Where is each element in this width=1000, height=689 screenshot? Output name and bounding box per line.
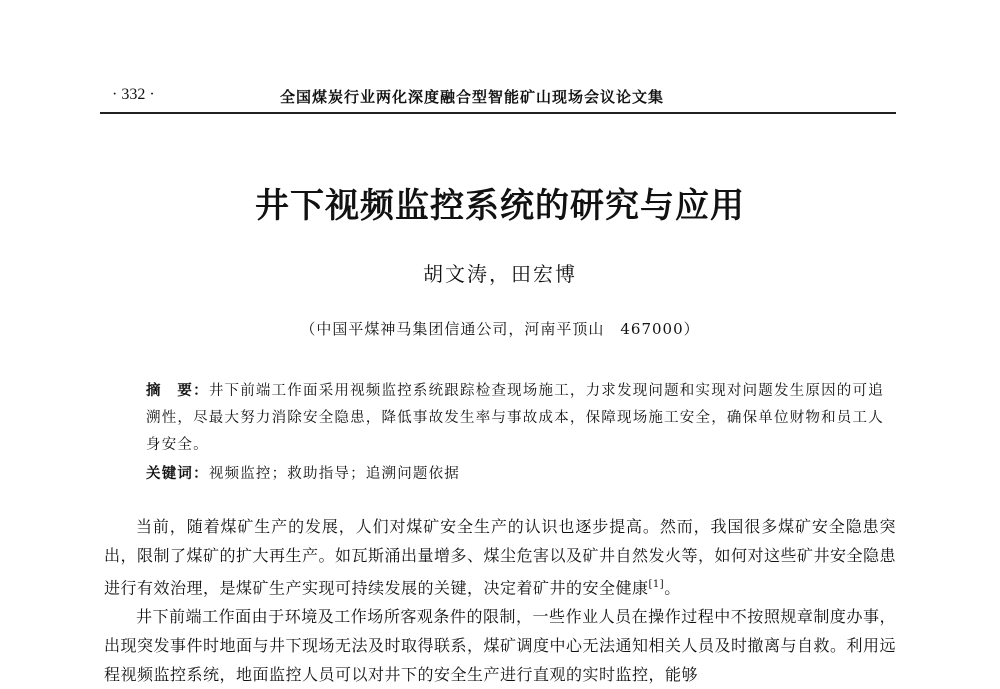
running-header [100,80,896,114]
authors: 胡文涛，田宏博 [423,262,577,286]
citation-ref[interactable]: [1] [648,579,665,590]
paragraph-1-text: 当前，随着煤矿生产的发展，人们对煤矿安全生产的认识也逐步提高。然而，我国很多煤矿安全隐患突出，限制了煤矿的扩大再生产。如瓦斯涌出量增多、煤尘危害以及矿井自然发火等，如何对这些矿井安全隐患进行有效治理，是煤矿生产实现可持续发展的关键，决定着矿井的安全健康 [104,517,897,598]
keywords-label: 关键词： [146,466,209,482]
keywords-text: 视频监控；救助指导；追溯问题依据 [208,466,461,482]
paragraph-1 [104,512,896,602]
abstract [146,378,886,459]
paragraph-1-end: 。 [664,578,681,598]
page-number: · 332 · [112,86,155,103]
paper-title: 井下视频监控系统的研究与应用 [255,186,745,226]
running-title: 全国煤炭行业两化深度融合型智能矿山现场会议论文集 [280,88,665,106]
paragraph-2: 井下前端工作面由于环境及工作场所客观条件的限制，一些作业人员在操作过程中不按照规章制度办事，出现突发事件时地面与井下现场无法及时取得联系，煤矿调度中心无法通知相关人员及时撤离与自救。利用远程视频监控系统，地面监控人员可以对井下的安全生产进行直观的实时监控，能够 [104,607,897,685]
keywords [146,462,886,483]
abstract-label: 摘 要： [146,383,209,399]
abstract-text: 井下前端工作面采用视频监控系统跟踪检查现场施工，力求发现问题和实现对问题发生原因的可追溯性，尽最大努力消除安全隐患，降低事故发生率与事故成本，保障现场施工安全，确保单位财物和员工人身安全。 [146,383,884,453]
body-text [104,512,896,689]
affiliation: （中国平煤神马集团信通公司，河南平顶山 467000） [300,320,700,338]
